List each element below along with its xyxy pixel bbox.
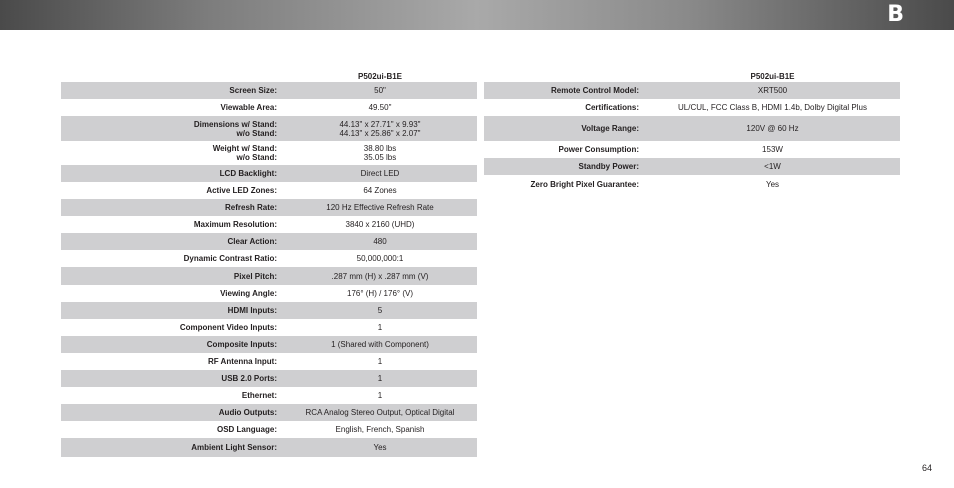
spec-value: [283, 233, 477, 250]
spec-value-line: 35.05 lbs: [363, 153, 397, 162]
spec-label: [61, 438, 283, 457]
spec-label-line: w/o Stand:: [236, 128, 277, 138]
spec-label: [61, 141, 283, 165]
spec-label-line: Audio Outputs:: [218, 408, 277, 417]
spec-value-line: 480: [373, 237, 387, 246]
spec-value: [283, 250, 477, 267]
spec-label: [484, 82, 645, 99]
spec-value-line: 50": [374, 86, 386, 95]
spec-value: [283, 353, 477, 370]
spec-label: [61, 285, 283, 302]
spec-label: [61, 250, 283, 267]
spec-value: [645, 99, 900, 116]
spec-label-line: USB 2.0 Ports:: [221, 374, 277, 383]
spec-label-line: Remote Control Model:: [551, 86, 639, 95]
spec-label-line: Zero Bright Pixel Guarantee:: [530, 180, 639, 189]
spec-row: [61, 302, 477, 319]
header-spacer: [484, 66, 645, 82]
spec-label-line: Standby Power:: [578, 162, 639, 171]
spec-label-line: Viewable Area:: [220, 103, 277, 112]
spec-value-line: 49.50": [368, 103, 392, 112]
spec-label-line: Certifications:: [585, 103, 639, 112]
spec-row: [61, 387, 477, 404]
spec-row: [61, 216, 477, 233]
spec-label-line: Weight w/ Stand:: [212, 144, 277, 153]
spec-label: [61, 267, 283, 285]
spec-value: [645, 82, 900, 99]
spec-value-line: 44.13" x 27.71" x 9.93": [339, 119, 421, 129]
spec-value: [283, 216, 477, 233]
spec-row: [61, 82, 477, 99]
spec-label: [61, 99, 283, 116]
spec-label: [61, 319, 283, 336]
spec-row: [61, 319, 477, 336]
spec-label-line: w/o Stand:: [236, 153, 277, 162]
spec-value: [283, 82, 477, 99]
spec-label: [61, 116, 283, 141]
spec-value-line: Yes: [765, 180, 780, 189]
spec-row: [484, 158, 900, 175]
spec-row: [61, 285, 477, 302]
spec-label-line: Composite Inputs:: [206, 340, 277, 349]
spec-value-line: UL/CUL, FCC Class B, HDMI 1.4b, Dolby Digital Plus: [678, 103, 867, 112]
spec-label-line: Ethernet:: [241, 391, 277, 400]
spec-row: [61, 99, 477, 116]
spec-value: [283, 387, 477, 404]
spec-label: [61, 370, 283, 387]
spec-value: [283, 319, 477, 336]
spec-value-line: 38.80 lbs: [363, 144, 397, 153]
spec-value-line: Yes: [373, 443, 387, 452]
spec-label-line: Maximum Resolution:: [193, 220, 277, 229]
spec-row: [61, 404, 477, 421]
spec-row: [484, 141, 900, 158]
spec-label-line: Component Video Inputs:: [179, 323, 277, 332]
spec-value: [283, 267, 477, 285]
spec-table-left: [61, 66, 477, 457]
spec-label: [61, 165, 283, 182]
spec-value-line: <1W: [764, 162, 781, 171]
section-letter: B: [887, 2, 904, 27]
spec-row: [61, 421, 477, 438]
header-spacer: [61, 66, 283, 82]
spec-label-line: Screen Size:: [229, 86, 277, 95]
spec-row: [484, 175, 900, 194]
spec-value: [283, 421, 477, 438]
spec-label: [61, 421, 283, 438]
spec-row: [61, 336, 477, 353]
spec-table-right: [484, 66, 900, 194]
spec-value-line: 120 Hz Effective Refresh Rate: [326, 203, 434, 212]
spec-value-line: 5: [377, 306, 383, 315]
spec-value-line: 1: [377, 323, 383, 332]
spec-value-line: Direct LED: [360, 169, 400, 178]
spec-value-line: 176° (H) / 176° (V): [347, 289, 413, 298]
spec-label-line: Dynamic Contrast Ratio:: [183, 254, 277, 263]
spec-label: [61, 404, 283, 421]
spec-value-line: XRT500: [757, 86, 788, 95]
spec-label-line: Refresh Rate:: [224, 203, 277, 212]
spec-label: [61, 302, 283, 319]
spec-label: [484, 99, 645, 116]
spec-value-line: 3840 x 2160 (UHD): [345, 220, 415, 229]
spec-value-line: 120V @ 60 Hz: [746, 124, 799, 133]
spec-label: [484, 158, 645, 175]
spec-value: [283, 438, 477, 457]
spec-row: [61, 165, 477, 182]
spec-label-line: LCD Backlight:: [219, 169, 277, 178]
spec-label: [61, 387, 283, 404]
spec-value: [645, 116, 900, 141]
spec-label-line: Active LED Zones:: [206, 186, 277, 195]
spec-label: [61, 216, 283, 233]
spec-label-line: Voltage Range:: [581, 124, 639, 133]
spec-value: [645, 141, 900, 158]
model-header: P502ui-B1E: [357, 72, 403, 81]
spec-value-line: 64 Zones: [363, 186, 397, 195]
spec-row: [484, 99, 900, 116]
spec-value-line: RCA Analog Stereo Output, Optical Digital: [305, 408, 455, 417]
spec-label-line: RF Antenna Input:: [207, 357, 277, 366]
spec-row: [61, 199, 477, 216]
spec-label-line: Ambient Light Sensor:: [191, 443, 277, 452]
spec-label: [484, 141, 645, 158]
spec-value: [283, 141, 477, 165]
spec-value-line: English, French, Spanish: [335, 425, 425, 434]
spec-row: [61, 116, 477, 141]
spec-value-line: 1 (Shared with Component): [331, 340, 429, 349]
spec-label-line: Pixel Pitch:: [233, 271, 277, 281]
spec-label-line: OSD Language:: [216, 425, 277, 434]
spec-row: [61, 370, 477, 387]
spec-value: [283, 370, 477, 387]
spec-label-line: Power Consumption:: [558, 145, 639, 154]
spec-value-line: 1: [377, 391, 383, 400]
spec-value-line: 1: [377, 357, 383, 366]
page-number: 64: [921, 463, 932, 473]
spec-value: [283, 199, 477, 216]
spec-value-line: 50,000,000:1: [356, 254, 404, 263]
spec-row: [61, 353, 477, 370]
spec-value-line: 153W: [762, 145, 783, 154]
spec-row: [61, 233, 477, 250]
spec-value-line: 44.13" x 25.86" x 2.07": [339, 128, 421, 138]
spec-label-line: HDMI Inputs:: [227, 306, 277, 315]
spec-value: [283, 99, 477, 116]
spec-row: [61, 438, 477, 457]
spec-value: [645, 158, 900, 175]
spec-label: [61, 336, 283, 353]
spec-label-line: Dimensions w/ Stand:: [193, 119, 277, 129]
spec-label: [61, 82, 283, 99]
model-header: P502ui-B1E: [750, 72, 795, 81]
spec-value: [283, 285, 477, 302]
spec-label: [484, 116, 645, 141]
spec-row: [61, 250, 477, 267]
spec-label: [61, 182, 283, 199]
spec-row: [61, 267, 477, 285]
spec-value: [283, 302, 477, 319]
spec-row: [484, 82, 900, 99]
spec-value: [283, 404, 477, 421]
spec-row: [61, 182, 477, 199]
spec-value: [645, 175, 900, 194]
spec-row: [61, 141, 477, 165]
spec-value-line: 1: [377, 374, 383, 383]
spec-value: [283, 116, 477, 141]
spec-label: [61, 353, 283, 370]
spec-value: [283, 165, 477, 182]
section-header-bar: [0, 0, 954, 30]
spec-label: [484, 175, 645, 194]
spec-value-line: .287 mm (H) x .287 mm (V): [331, 271, 429, 281]
spec-row: [484, 116, 900, 141]
spec-label-line: Viewing Angle:: [220, 289, 277, 298]
spec-label-line: Clear Action:: [227, 237, 277, 246]
spec-value: [283, 182, 477, 199]
spec-value: [283, 336, 477, 353]
spec-label: [61, 233, 283, 250]
spec-label: [61, 199, 283, 216]
